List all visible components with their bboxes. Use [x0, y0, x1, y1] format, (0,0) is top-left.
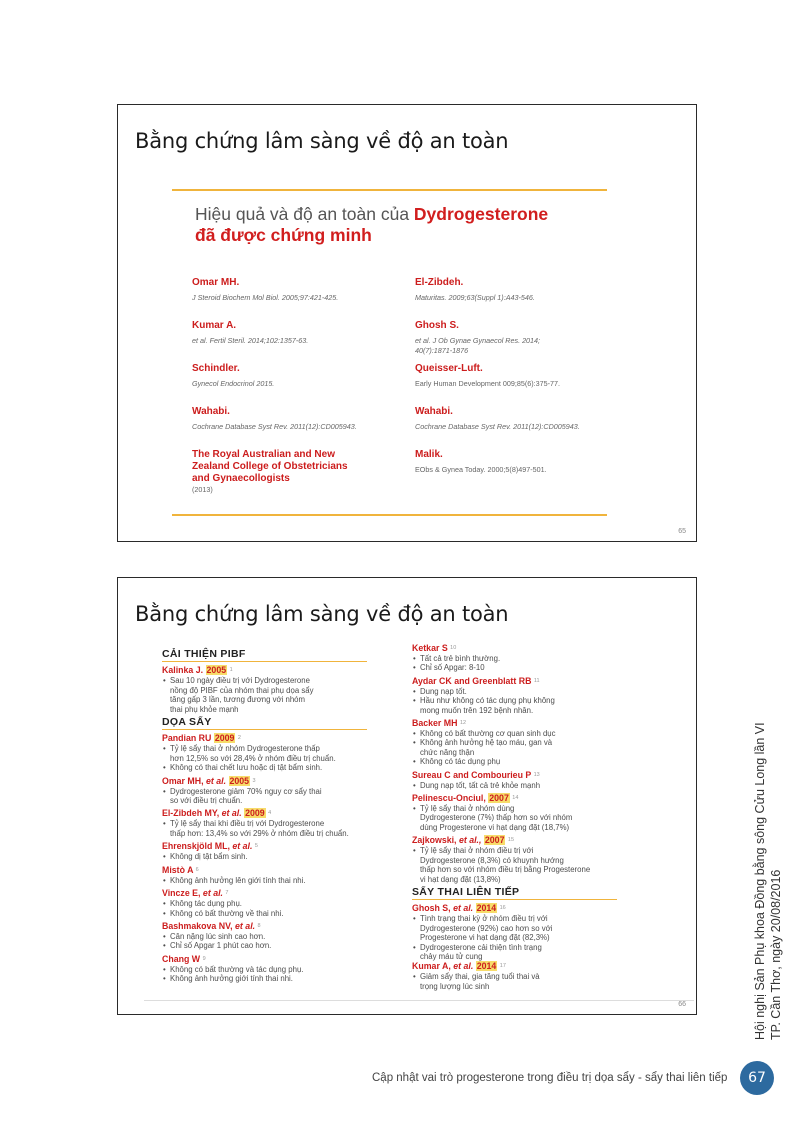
slide-title: Bằng chứng lâm sàng về độ an toàn: [135, 129, 509, 153]
section-heading: DỌA SẨY: [162, 718, 367, 730]
page-footer-caption: Cập nhật vai trò progesterone trong điều trị dọa sẩy - sẩy thai liên tiếp: [372, 1072, 728, 1084]
study-item: Mistò A $^6$ • Không ảnh hưởng lên giới tính thai nhi.: [162, 865, 392, 885]
study-item: El-Zibdeh MY, et al. 2009 $^4$ • Tỷ lệ sẩy thai khi điều trị với Dydrogesterone thấp hơn: 13,4% so với 29% ở nhóm điều trị chuẩn.: [162, 808, 392, 838]
study-item: Chang W $^9$ • Không có bất thường và tác dụng phụ. • Không ảnh hưởng giới tính thai nhi.: [162, 954, 392, 984]
study-item: Sureau C and Combourieu P $^{13}$ • Dung nạp tốt, tất cả trẻ khỏe mạnh: [412, 770, 642, 790]
study-column-right: [412, 640, 642, 991]
gold-divider-top: [172, 189, 607, 191]
study-item: Aydar CK and Greenblatt RB $^{11}$ • Dung nạp tốt. • Hầu như không có tác dụng phụ không mong muốn trên 192 bệnh nhân.: [412, 676, 642, 715]
study-item: Ghosh S, et al. 2014 $^{16}$ • Tình trạng thai kỳ ở nhóm điều trị với Dydrogesterone (92%) cao hơn so với Progesterone vi hạt dạng đặt (82,3%) • Dydrogesterone cải thiện tình trạng chảy máu tử cung: [412, 903, 642, 961]
reference-column-right: [415, 277, 625, 492]
study-item: Kalinka J. 2005 $^1$ • Sau 10 ngày điều trị với Dydrogesterone nồng độ PIBF của nhóm thai phụ dọa sẩy tăng gấp 3 lần, tương đương với nhóm thai phụ khỏe mạnh: [162, 665, 392, 714]
study-item: Pandian RU 2009 $^2$ • Tỷ lệ sẩy thai ở nhóm Dydrogesterone thấp hơn 12,5% so với 28,4% ở nhóm điều trị chuẩn. • Không có thai chết lưu hoặc dị tật bẩm sinh.: [162, 733, 392, 772]
study-item: Vincze E, et al. $^7$ • Không tác dụng phụ. • Không có bất thường về thai nhi.: [162, 888, 392, 918]
reference-item: Wahabi. Cochrane Database Syst Rev. 2011(12):CD005943.: [415, 406, 580, 431]
study-item: Zajkowski, et al., 2007 $^{15}$ • Tỷ lệ sẩy thai ở nhóm điều trị với Dydrogesterone (8,3%) có khuynh hướng thấp hơn so với nhóm điều trị bằng Progesterone vi hạt dạng đặt (13,8%): [412, 835, 642, 884]
slide-title: Bằng chứng lâm sàng về độ an toàn: [135, 602, 509, 626]
study-item: Ehrenskjöld ML, et al. $^5$ • Không dị tật bẩm sinh.: [162, 841, 392, 861]
study-item: Backer MH $^{12}$ • Không có bất thường cơ quan sinh dục • Không ảnh hưởng hệ tạo máu, gan và chức năng thận • Không có tác dụng phụ: [412, 718, 642, 767]
section-heading: SẨY THAI LIÊN TIẾP: [412, 888, 617, 900]
reference-item: El-Zibdeh. Maturitas. 2009;63(Suppl 1):A43-546.: [415, 277, 535, 302]
slide-divider: [144, 1000, 694, 1001]
slide-65: [117, 104, 697, 542]
study-column-left: [162, 646, 392, 984]
section-heading: CẢI THIỆN PIBF: [162, 650, 367, 662]
conference-sidebar: Hội nghị Sản Phụ khoa Đồng bằng sông Cửu Long lần VI TP. Cần Thơ, ngày 20/08/2016: [753, 722, 783, 1040]
reference-item: Ghosh S. et al. J Ob Gynae Gynaecol Res. 2014; 40(7):1871-1876: [415, 320, 541, 355]
study-item: Bashmakova NV, et al. $^8$ • Cân nặng lúc sinh cao hơn. • Chỉ số Apgar 1 phút cao hơn.: [162, 921, 392, 951]
study-item: Pelinescu-Onciul, 2007 $^{14}$ • Tỷ lệ sẩy thai ở nhóm dùng Dydrogesterone (7%) thấp hơn so với nhóm dùng Progesterone vi hạt dạng đặt (18,7%): [412, 793, 642, 832]
slide-number: 66: [678, 1001, 686, 1008]
page-number-badge: 67: [740, 1061, 774, 1095]
study-item: Omar MH, et al. 2005 $^3$ • Dydrogesterone giảm 70% nguy cơ sẩy thai so với điều trị chuẩn.: [162, 776, 392, 806]
reference-item: Kumar A. et al. Fertil Steril. 2014;102:1357-63.: [192, 320, 309, 345]
reference-item: Queisser-Luft. Early Human Development 009;85(6):375-77.: [415, 363, 561, 388]
reference-item: Malik. EObs & Gynea Today. 2000;5(8)497-501.: [415, 449, 547, 474]
reference-column-left: [192, 277, 402, 492]
reference-item: Omar MH. J Steroid Biochem Mol Biol. 2005;97:421-425.: [192, 277, 339, 302]
reference-item: The Royal Australian and New Zealand College of Obstetricians and Gynaecollogists (2013): [192, 449, 348, 494]
reference-item: Schindler. Gynecol Endocrinol 2015.: [192, 363, 275, 388]
gold-divider-bottom: [172, 514, 607, 516]
reference-item: Wahabi. Cochrane Database Syst Rev. 2011(12):CD005943.: [192, 406, 357, 431]
headline: Hiệu quả và độ an toàn của Dydrogesterone đã được chứng minh: [195, 204, 549, 245]
study-item: Kumar A, et al. 2014 $^{17}$ • Giảm sẩy thai, gia tăng tuổi thai và trọng lượng lúc sinh: [412, 961, 642, 991]
slide-number: 65: [678, 528, 686, 535]
study-item: Ketkar S $^{10}$ • Tất cả trẻ bình thường. • Chỉ số Apgar: 8-10: [412, 643, 642, 673]
slide-66: [117, 577, 697, 1015]
